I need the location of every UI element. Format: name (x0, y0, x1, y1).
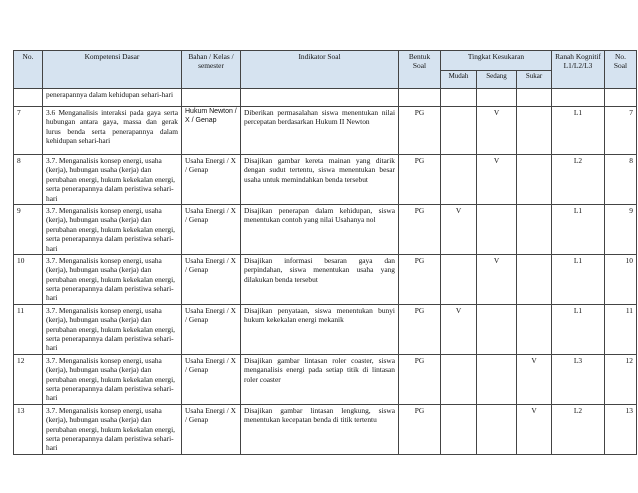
cell-mudah (441, 354, 477, 404)
cell-no: 10 (14, 254, 43, 304)
cell-kompetensi-dasar: 3.7. Menganalisis konsep energi, usaha (kerja), hubungan usaha (kerja) dan perubahan energi, hukum kekekalan energi, serta penerapannya dalam peristiwa sehari-hari (43, 404, 182, 454)
cell-bahan: Hukum Newton / X / Genap (182, 107, 241, 155)
header-tingkat-kesukaran: Tingkat Kesukaran (441, 51, 552, 71)
cell-kompetensi-dasar: 3.7. Menganalisis konsep energi, usaha (kerja), hubungan usaha (kerja) dan perubahan energi, hukum kekekalan energi, serta penerapannya dalam peristiwa sehari-hari (43, 204, 182, 254)
header-mudah: Mudah (441, 71, 477, 89)
cell-kompetensi-dasar: 3.6 Menganalisis interaksi pada gaya serta hubungan antara gaya, massa dan gerak lurus benda serta penerapannya dalam kehidupan sehari-hari (43, 107, 182, 155)
cell-bahan: Usaha Energi / X / Genap (182, 354, 241, 404)
cell-no-soal: 10 (605, 254, 637, 304)
cell-mudah (441, 404, 477, 454)
header-bentuk-soal: Bentuk Soal (399, 51, 441, 89)
cell-sukar (517, 107, 552, 155)
cell-bahan: Usaha Energi / X / Genap (182, 254, 241, 304)
cell-mudah (441, 254, 477, 304)
cell-indikator: Disajikan gambar lintasan roler coaster, siswa menganalisis energi pada setiap titik di lintasan roler coaster (241, 354, 399, 404)
cell-no: 7 (14, 107, 43, 155)
cell-indikator: Disajikan penerapan dalam kehidupan, siswa menentukan contoh yang nilai Usahanya nol (241, 204, 399, 254)
cell-no: 12 (14, 354, 43, 404)
header-kompetensi-dasar: Kompetensi Dasar (43, 51, 182, 89)
cell-bentuk: PG (399, 155, 441, 205)
cell-no: 8 (14, 155, 43, 205)
cell-sukar: V (517, 354, 552, 404)
cell-mudah: V (441, 304, 477, 354)
cell-bentuk: PG (399, 254, 441, 304)
cell-sukar (517, 155, 552, 205)
header-no: No. (14, 51, 43, 89)
cell-indikator: Diberikan permasalahan siswa menentukan nilai percepatan berdasarkan Hukum II Newton (241, 107, 399, 155)
cell-kompetensi-dasar: 3.7. Menganalisis konsep energi, usaha (kerja), hubungan usaha (kerja) dan perubahan energi, hukum kekekalan energi, serta penerapannya dalam peristiwa sehari-hari (43, 254, 182, 304)
cell-no (14, 89, 43, 107)
cell-bentuk: PG (399, 354, 441, 404)
cell-no-soal: 12 (605, 354, 637, 404)
cell-bentuk: PG (399, 304, 441, 354)
cell-ranah: L2 (552, 404, 605, 454)
cell-sukar (517, 204, 552, 254)
table-row (14, 404, 637, 454)
cell-sukar (517, 304, 552, 354)
cell-ranah: L1 (552, 204, 605, 254)
cell-indikator: Disajikan gambar kereta mainan yang ditarik dengan sudut tertentu, siswa menentukan besar usaha untuk memindahkan benda tersebut (241, 155, 399, 205)
cell-no-soal: 7 (605, 107, 637, 155)
header-ranah-kognitif: Ranah Kognitif L1/L2/L3 (552, 51, 605, 89)
cell-sukar (517, 254, 552, 304)
cell-kompetensi-dasar: 3.7. Menganalisis konsep energi, usaha (kerja), hubungan usaha (kerja) dan perubahan energi, hukum kekekalan energi, serta penerapannya dalam peristiwa sehari-hari (43, 155, 182, 205)
cell-sedang: V (477, 254, 517, 304)
cell-ranah: L1 (552, 304, 605, 354)
cell-sedang (477, 304, 517, 354)
header-bahan-kelas-semester: Bahan / Kelas / semester (182, 51, 241, 89)
table-row (14, 354, 637, 404)
table-row (14, 155, 637, 205)
cell-mudah (441, 107, 477, 155)
cell-indikator: Disajikan gambar lintasan lengkung, siswa menentukan kecepatan benda di titik tertentu (241, 404, 399, 454)
header-no-soal: No. Soal (605, 51, 637, 89)
table-row (14, 254, 637, 304)
cell-indikator: Disajikan penyataan, siswa menentukan bunyi hukum kekekalan energi mekanik (241, 304, 399, 354)
cell-sedang (477, 354, 517, 404)
cell-sedang: V (477, 107, 517, 155)
cell-ranah: L1 (552, 107, 605, 155)
cell-no: 9 (14, 204, 43, 254)
cell-sedang (477, 204, 517, 254)
header-sedang: Sedang (477, 71, 517, 89)
cell-no: 13 (14, 404, 43, 454)
cell-ranah: L1 (552, 254, 605, 304)
cell-no-soal: 13 (605, 404, 637, 454)
cell-bahan: Usaha Energi / X / Genap (182, 304, 241, 354)
cell-sedang: V (477, 155, 517, 205)
cell-kompetensi-dasar: 3.7. Menganalisis konsep energi, usaha (kerja), hubungan usaha (kerja) dan perubahan energi, hukum kekekalan energi, serta penerapannya dalam peristiwa sehari-hari (43, 304, 182, 354)
cell-mudah: V (441, 204, 477, 254)
cell-kompetensi-dasar: 3.7. Menganalisis konsep energi, usaha (kerja), hubungan usaha (kerja) dan perubahan energi, hukum kekekalan energi, serta penerapannya dalam peristiwa sehari-hari (43, 354, 182, 404)
cell-bahan: Usaha Energi / X / Genap (182, 155, 241, 205)
cell-bentuk: PG (399, 404, 441, 454)
table-row (14, 204, 637, 254)
cell-bentuk: PG (399, 107, 441, 155)
table-row (14, 107, 637, 155)
cell-indikator: Disajikan informasi besaran gaya dan perpindahan, siswa menentukan usaha yang dilakukan benda tersebut (241, 254, 399, 304)
cell-no-soal: 11 (605, 304, 637, 354)
cell-kompetensi-dasar: penerapannya dalam kehidupan sehari-hari (43, 89, 182, 107)
cell-bahan: Usaha Energi / X / Genap (182, 404, 241, 454)
cell-mudah (441, 155, 477, 205)
table-row-continuation (14, 89, 637, 107)
cell-no: 11 (14, 304, 43, 354)
cell-ranah: L2 (552, 155, 605, 205)
cell-sukar: V (517, 404, 552, 454)
cell-sedang (477, 404, 517, 454)
cell-no-soal: 9 (605, 204, 637, 254)
cell-no-soal: 8 (605, 155, 637, 205)
cell-ranah: L3 (552, 354, 605, 404)
cell-bahan: Usaha Energi / X / Genap (182, 204, 241, 254)
table-row (14, 304, 637, 354)
header-sukar: Sukar (517, 71, 552, 89)
question-grid-table (13, 50, 637, 455)
header-indikator-soal: Indikator Soal (241, 51, 399, 89)
cell-bentuk: PG (399, 204, 441, 254)
